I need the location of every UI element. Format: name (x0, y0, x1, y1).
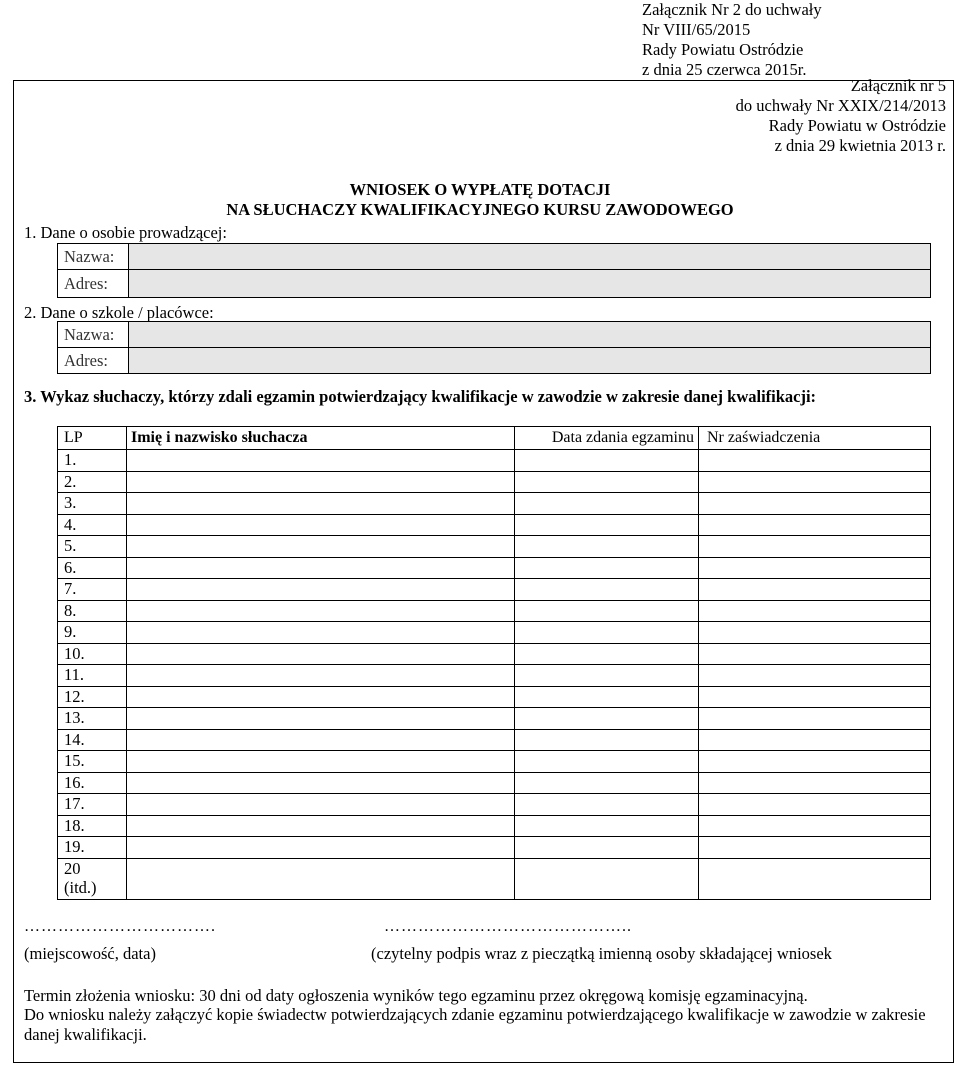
student-name-cell[interactable] (127, 815, 515, 837)
row-number: 5. (58, 536, 127, 558)
table-row (58, 536, 931, 558)
certificate-number-cell[interactable] (699, 858, 931, 899)
certificate-number-cell[interactable] (699, 600, 931, 622)
certificate-number-cell[interactable] (699, 643, 931, 665)
student-name-cell[interactable] (127, 471, 515, 493)
certificate-number-cell[interactable] (699, 708, 931, 730)
exam-date-cell[interactable] (515, 772, 699, 794)
header-secondary-line: Załącznik nr 5 (850, 76, 946, 95)
certificate-number-cell[interactable] (699, 686, 931, 708)
certificate-number-cell[interactable] (699, 514, 931, 536)
col-header-certificate-no: Nr zaświadczenia (699, 427, 931, 450)
section1-address-field[interactable] (129, 270, 931, 298)
table-row (58, 729, 931, 751)
exam-date-cell[interactable] (515, 514, 699, 536)
row-number: 16. (58, 772, 127, 794)
row-number: 7. (58, 579, 127, 601)
table-row (58, 772, 931, 794)
exam-date-cell[interactable] (515, 643, 699, 665)
exam-date-cell[interactable] (515, 579, 699, 601)
exam-date-cell[interactable] (515, 622, 699, 644)
table-row (58, 665, 931, 687)
table-row (58, 622, 931, 644)
student-name-cell[interactable] (127, 858, 515, 899)
deadline-note: Termin złożenia wniosku: 30 dni od daty ogłoszenia wyników tego egzaminu przez okręgową komisję egzaminacyjną. (24, 986, 808, 1005)
row-number: 10. (58, 643, 127, 665)
student-name-cell[interactable] (127, 622, 515, 644)
certificate-number-cell[interactable] (699, 493, 931, 515)
certificate-number-cell[interactable] (699, 815, 931, 837)
certificate-number-cell[interactable] (699, 579, 931, 601)
header-primary-line: Nr VIII/65/2015 (642, 20, 751, 39)
row-number: 2. (58, 471, 127, 493)
row-number: 12. (58, 686, 127, 708)
student-name-cell[interactable] (127, 514, 515, 536)
section2-name-field[interactable] (129, 322, 931, 348)
student-name-cell[interactable] (127, 794, 515, 816)
row-number: 11. (58, 665, 127, 687)
certificate-number-cell[interactable] (699, 772, 931, 794)
exam-date-cell[interactable] (515, 686, 699, 708)
exam-date-cell[interactable] (515, 729, 699, 751)
certificate-number-cell[interactable] (699, 536, 931, 558)
header-secondary-line: do uchwały Nr XXIX/214/2013 (735, 96, 946, 115)
table-row (58, 579, 931, 601)
table-row (58, 450, 931, 472)
header-secondary-line: z dnia 29 kwietnia 2013 r. (774, 136, 946, 155)
student-name-cell[interactable] (127, 579, 515, 601)
certificate-number-cell[interactable] (699, 794, 931, 816)
row-number: 15. (58, 751, 127, 773)
table-row (58, 600, 931, 622)
row-number: 4. (58, 514, 127, 536)
exam-date-cell[interactable] (515, 665, 699, 687)
exam-date-cell[interactable] (515, 815, 699, 837)
header-primary-line: Rady Powiatu Ostródzie (642, 40, 804, 59)
student-name-cell[interactable] (127, 643, 515, 665)
section2-address-label: Adres: (58, 348, 129, 374)
certificate-number-cell[interactable] (699, 557, 931, 579)
exam-date-cell[interactable] (515, 493, 699, 515)
table-row (58, 837, 931, 859)
certificate-number-cell[interactable] (699, 837, 931, 859)
col-header-name: Imię i nazwisko słuchacza (127, 427, 515, 450)
header-secondary (736, 76, 946, 156)
attachment-note: Do wniosku należy załączyć kopie świadectw potwierdzających zdanie egzaminu potwierdzającego kwalifikacje w zawodzie w zakresie danej kwalifikacji. (24, 1005, 926, 1044)
row-number: 1. (58, 450, 127, 472)
header-primary (642, 0, 822, 80)
student-name-cell[interactable] (127, 665, 515, 687)
form-title-line1: WNIOSEK O WYPŁATĘ DOTACJI (349, 180, 611, 199)
exam-date-cell[interactable] (515, 557, 699, 579)
section1-name-field[interactable] (129, 244, 931, 270)
certificate-number-cell[interactable] (699, 665, 931, 687)
row-number-line: 20 (64, 858, 81, 878)
student-name-cell[interactable] (127, 686, 515, 708)
exam-date-cell[interactable] (515, 837, 699, 859)
section2-heading: 2. Dane o szkole / placówce: (24, 303, 214, 322)
exam-date-cell[interactable] (515, 471, 699, 493)
row-number: 3. (58, 493, 127, 515)
section1-heading: 1. Dane o osobie prowadzącej: (24, 223, 227, 242)
certificate-number-cell[interactable] (699, 729, 931, 751)
section3-heading: 3. Wykaz słuchaczy, którzy zdali egzamin potwierdzający kwalifikacje w zawodzie w zakresie danej kwalifikacji: (24, 387, 817, 406)
student-name-cell[interactable] (127, 772, 515, 794)
exam-date-cell[interactable] (515, 794, 699, 816)
section2-address-field[interactable] (129, 348, 931, 374)
student-name-cell[interactable] (127, 751, 515, 773)
table-row (58, 751, 931, 773)
certificate-number-cell[interactable] (699, 751, 931, 773)
student-name-cell[interactable] (127, 536, 515, 558)
table-row (58, 493, 931, 515)
exam-date-cell[interactable] (515, 708, 699, 730)
place-date-label: (miejscowość, data) (24, 944, 156, 963)
row-number: 18. (58, 815, 127, 837)
exam-date-cell[interactable] (515, 536, 699, 558)
students-table (57, 426, 931, 900)
table-row (58, 815, 931, 837)
exam-date-cell[interactable] (515, 600, 699, 622)
row-number: 9. (58, 622, 127, 644)
signature-dots: …………………………………….. (384, 918, 632, 935)
header-primary-line: Załącznik Nr 2 do uchwały (642, 0, 822, 19)
row-number: 13. (58, 708, 127, 730)
student-name-cell[interactable] (127, 708, 515, 730)
certificate-number-cell[interactable] (699, 471, 931, 493)
certificate-number-cell[interactable] (699, 450, 931, 472)
student-name-cell[interactable] (127, 729, 515, 751)
form-title-line2: NA SŁUCHACZY KWALIFIKACYJNEGO KURSU ZAWODOWEGO (226, 200, 734, 219)
exam-date-cell[interactable] (515, 751, 699, 773)
table-row (58, 794, 931, 816)
row-number: 8. (58, 600, 127, 622)
section1-table (57, 243, 931, 298)
table-row (58, 858, 931, 899)
student-name-cell[interactable] (127, 450, 515, 472)
section2-name-label: Nazwa: (58, 322, 129, 348)
row-number: 19. (58, 837, 127, 859)
section1-name-label: Nazwa: (58, 244, 129, 270)
student-name-cell[interactable] (127, 493, 515, 515)
row-number: 14. (58, 729, 127, 751)
row-number: 17. (58, 794, 127, 816)
row-number (58, 858, 127, 899)
table-row (58, 557, 931, 579)
table-row (58, 686, 931, 708)
row-number-line: (itd.) (64, 877, 97, 897)
certificate-number-cell[interactable] (699, 622, 931, 644)
header-primary-line: z dnia 25 czerwca 2015r. (642, 60, 807, 79)
section2-table (57, 321, 931, 374)
place-date-dots: ……………………………. (24, 918, 216, 935)
header-secondary-line: Rady Powiatu w Ostródzie (768, 116, 946, 135)
table-row (58, 643, 931, 665)
row-number: 6. (58, 557, 127, 579)
exam-date-cell[interactable] (515, 858, 699, 899)
signature-label: (czytelny podpis wraz z pieczątką imienną osoby składającej wniosek (371, 944, 832, 963)
student-name-cell[interactable] (127, 600, 515, 622)
col-header-exam-date: Data zdania egzaminu (515, 427, 699, 450)
section1-address-label: Adres: (58, 270, 129, 298)
table-row (58, 514, 931, 536)
form-title (0, 180, 960, 220)
col-header-lp: LP (58, 427, 127, 450)
table-row (58, 708, 931, 730)
exam-date-cell[interactable] (515, 450, 699, 472)
students-table-header (58, 427, 931, 450)
student-name-cell[interactable] (127, 837, 515, 859)
student-name-cell[interactable] (127, 557, 515, 579)
table-row (58, 471, 931, 493)
